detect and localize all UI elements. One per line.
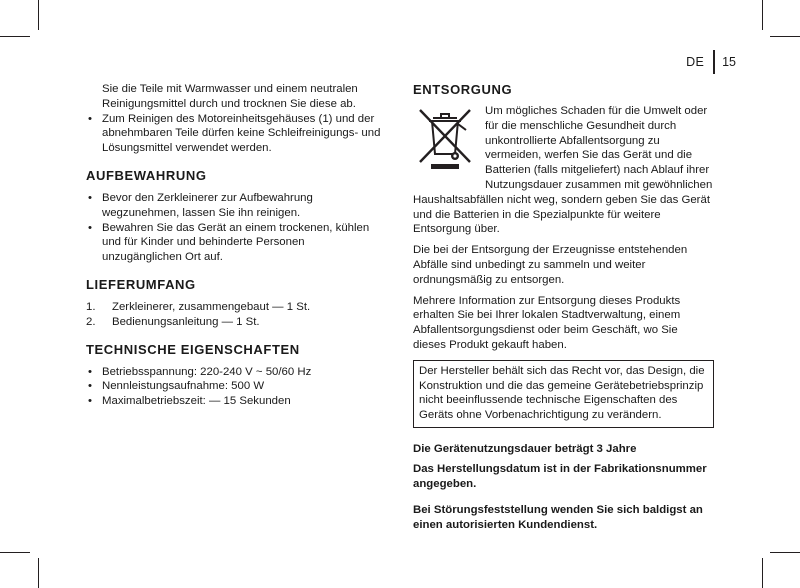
cleaning-continuation: Sie die Teile mit Warmwasser und einem neutralen Reinigungsmittel durch und trocknen Sie diese ab. — [102, 83, 358, 110]
list-item-text: Bewahren Sie das Gerät an einem trockenen, kühlen und für Kinder und behinderte Personen unzugänglichen Ort auf. — [102, 221, 370, 264]
crop-mark — [0, 36, 30, 37]
specs-list — [86, 365, 386, 409]
storage-heading: AUFBEWAHRUNG — [86, 167, 207, 183]
list-item-text: Zum Reinigen des Motoreinheitsgehäuses (1) und der abnehmbaren Teile dürfen keine Schleifreinigungs- und Lösungsmittel verwendet werden. — [102, 112, 381, 155]
list-item: • Nennleistungsaufnahme: 500 W — [88, 380, 265, 393]
crop-mark — [38, 0, 39, 30]
page-header — [686, 50, 736, 74]
production-date-note: Das Herstellungsdatum ist in der Fabrikationsnummer angegeben. — [413, 462, 707, 490]
list-item-text: Bedienungsanleitung — 1 St. — [112, 315, 260, 328]
service-contact-note: Bei Störungsfeststellung wenden Sie sich baldigst an einen autorisierten Kundendienst. — [413, 504, 703, 532]
crop-mark — [38, 558, 39, 588]
disposal-heading: ENTSORGUNG — [413, 82, 513, 97]
list-item: • Zum Reinigen des Motoreinheitsgehäuses (1) und der abnehmbaren Teile dürfen keine Schleifreinigungs- und Lösungsmittel verwendet werden. — [88, 112, 381, 155]
disposal-text — [413, 104, 713, 237]
page-number: 15 — [722, 55, 736, 69]
crop-mark — [0, 552, 30, 553]
list-item-text: Maximalbetriebszeit: — 15 Sekunden — [102, 395, 291, 408]
storage-list — [86, 191, 386, 265]
list-item — [86, 300, 386, 315]
list-number: 2. — [86, 315, 96, 328]
crop-mark — [762, 558, 763, 588]
cleaning-list — [86, 112, 386, 156]
right-column — [413, 82, 713, 533]
list-number: 1. — [86, 300, 96, 313]
list-item: • Bewahren Sie das Gerät an einem trockenen, kühlen und für Kinder und behinderte Personen unzugänglichen Ort auf. — [88, 221, 370, 264]
manufacturer-notice-box: Der Hersteller behält sich das Recht vor, das Design, die Konstruktion und die das gemeine Gerätebetriebsprinzip nicht beeinflussende technische Eigenschaften des Geräts ohne Vorbenachrichtigung zu verändern. — [413, 360, 714, 428]
header-divider — [713, 50, 715, 74]
list-item: • Bevor den Zerkleinerer zur Aufbewahrung wegzunehmen, lassen Sie ihn reinigen. — [88, 191, 313, 219]
delivery-list — [86, 300, 386, 330]
delivery-heading: LIEFERUMFANG — [86, 276, 196, 292]
disposal-paragraph: Um mögliches Schaden für die Umwelt oder für die menschliche Gesundheit durch unkontrollierte Abfallentsorgung zu vermeiden, werfen Sie das Gerät und die Batterien (falls mitgeliefert) nach Ablauf ihrer Nutzungsdauer zusammen mit gewöhnlichen Haushaltsabfällen nicht weg, sondern geben Sie das Gerät und die Batterien in die Spezialpunkte für weitere Entsorgung über. — [413, 105, 713, 236]
crop-mark — [762, 0, 763, 30]
disposal-paragraph: Die bei der Entsorgung der Erzeugnisse entstehenden Abfälle sind unbedingt zu sammeln und weiter ordnungsmäßig zu entsorgen. — [413, 244, 688, 286]
list-item-text: Nennleistungsaufnahme: 500 W — [102, 380, 265, 393]
crop-mark — [770, 36, 800, 37]
list-item: • Betriebsspannung: 220-240 V ~ 50/60 Hz — [88, 365, 312, 378]
specs-heading: TECHNISCHE EIGENSCHAFTEN — [86, 341, 300, 357]
list-item-text: Betriebsspannung: 220-240 V ~ 50/60 Hz — [102, 365, 312, 378]
list-item — [86, 315, 386, 330]
list-item-text: Bevor den Zerkleinerer zur Aufbewahrung wegzunehmen, lassen Sie ihn reinigen. — [102, 191, 313, 219]
list-item-text: Zerkleinerer, zusammengebaut — 1 St. — [112, 300, 311, 313]
service-life-note: Die Gerätenutzungsdauer beträgt 3 Jahre — [413, 442, 637, 455]
language-code: DE — [686, 55, 705, 69]
list-item: • Maximalbetriebszeit: — 15 Sekunden — [88, 395, 291, 408]
crop-mark — [770, 552, 800, 553]
left-column — [86, 82, 386, 409]
disposal-paragraph: Mehrere Information zur Entsorgung dieses Produkts erhalten Sie bei Ihrer lokalen Stadtverwaltung, einem Abfallentsorgungsdienst oder beim Geschäft, wo Sie dieses Produkt gekauft haben. — [413, 294, 681, 351]
